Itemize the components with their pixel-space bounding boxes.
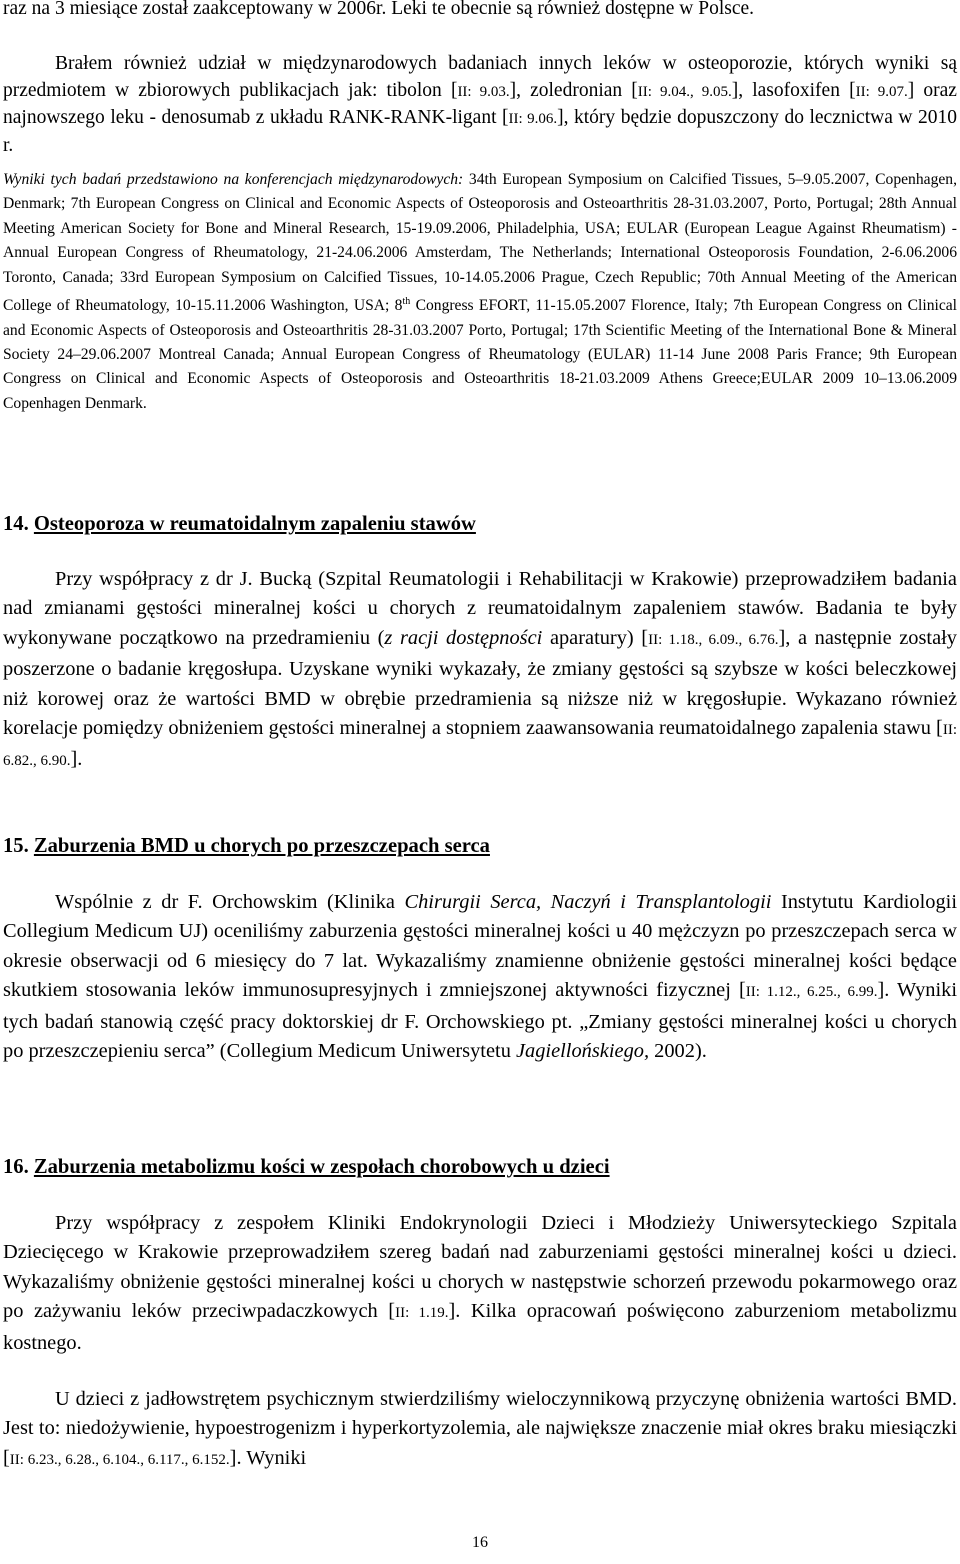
- section-15-heading: 15. Zaburzenia BMD u chorych po przeszczepach serca: [3, 835, 490, 857]
- section-16-paragraph-2: U dzieci z jadłowstrętem psychicznym stwierdziliśmy wieloczynnikową przyczynę obniżenia wartości BMD. Jest to: niedożywienie, hypoestrogenizm i hyperkortyzolemia, ale największe znaczenie miał okres braku miesiączki [II: 6.23., 6.28., 6.104., 6.117., 6.152.]. Wyniki: [3, 1388, 957, 1469]
- section-15-paragraph: Wspólnie z dr F. Orchowskim (Klinika Chirurgii Serca, Naczyń i Transplantologii Instytutu Kardiologii Collegium Medicum UJ) oceniliśmy zaburzenia gęstości mineralnej kości u 40 mężczyzn po przeszczepach serca w okresie obserwacji od 6 miesięcy do 7 lat. Wykazaliśmy znamienne obniżenie gęstości mineralnej kości będące skutkiem stosowania leków immunosupresyjnych i zmniejszonej aktywności fizycznej [II: 1.12., 6.25., 6.99.]. Wyniki tych badań stanowią część pracy doktorskiej dr F. Orchowskiego pt. „Zmiany gęstości mineralnej kości u chorych po przeszczepieniu serca” (Collegium Medicum Uniwersytetu Jagiellońskiego, 2002).: [3, 891, 957, 1063]
- publications-paragraph: Brałem również udział w międzynarodowych badaniach innych leków w osteoporozie, których wyniki są przedmiotem w zbiorowych publikacjach jak: tibolon [II: 9.03.], zoledronian [II: 9.04., 9.05.], lasofoxifen [II: 9.07.] oraz najnowszego leku - denosumab z układu RANK-RANK-ligant [II: 9.06.], który będzie dopuszczony do lecznictwa w 2010 r.: [3, 53, 957, 156]
- section-16-heading: 16. Zaburzenia metabolizmu kości w zespołach chorobowych u dzieci: [3, 1156, 610, 1178]
- section-14-heading: 14. Osteoporoza w reumatoidalnym zapaleniu stawów: [3, 513, 476, 535]
- section-16-paragraph-1: Przy współpracy z zespołem Kliniki Endokrynologii Dzieci i Młodzieży Uniwersyteckiego Szpitala Dziecięcego w Krakowie przeprowadziłem szereg badań nad zaburzeniami gęstości mineralnej kości u dzieci. Wykazaliśmy obniżenie gęstości mineralnej kości u chorych w następstwie schorzeń przewodu pokarmowego oraz po zażywaniu leków przeciwpadaczkowych [II: 1.19.]. Kilka opracowań poświęcono zaburzeniom metabolizmu kostnego.: [3, 1212, 957, 1354]
- conferences-paragraph: Wyniki tych badań przedstawiono na konferencjach międzynarodowych: 34th European Symposium on Calcified Tissues, 5–9.05.2007, Copenhagen, Denmark; 7th European Congress on Clinical and Economic Aspects of Osteoporosis and Osteoarthritis 28-31.03.2007, Porto, Portugal; 28th Annual Meeting American Society for Bone and Mineral Research, 15-19.09.2006, Philadelphia, USA; EULAR (European League Against Rheumatism) - Annual European Congress of Rheumatology, 21-24.06.2006 Amsterdam, The Netherlands; International Osteoporosis Foundation, 2-6.06.2006 Toronto, Canada; 33rd European Symposium on Calcified Tissues, 10-14.05.2006 Prague, Czech Republic; 70th Annual Meeting of the American College of Rheumatology, 10-15.11.2006 Washington, USA; 8th Congress EFORT, 11-15.05.2007 Florence, Italy; 7th European Congress on Clinical and Economic Aspects of Osteoporosis and Osteoarthritis 28-31.03.2007 Porto, Portugal; 17th Scientific Meeting of the International Bone & Mineral Society 24–29.06.2007 Montreal Canada; Annual European Congress of Rheumatology (EULAR) 11-14 June 2008 Paris France; 9th European Congress on Clinical and Economic Aspects of Osteoporosis and Osteoarthritis 18-21.03.2009 Athens Greece;EULAR 2009 10–13.06.2009 Copenhagen Denmark.: [3, 171, 958, 412]
- page-number: 16: [472, 1534, 488, 1551]
- section-14-paragraph: Przy współpracy z dr J. Bucką (Szpital Reumatologii i Rehabilitacji w Krakowie) przeprowadziłem badania nad zmianami gęstości mineralnej kości u chorych z reumatoidalnym zapaleniem stawów. Badania te były wykonywane początkowo na przedramieniu (z racji dostępności aparatury) [II: 1.18., 6.09., 6.76.], a następnie zostały poszerzone o badanie kręgosłupa. Uzyskane wyniki wykazały, że zmiany gęstości są szybsze w kości beleczkowej niż korowej oraz że wartości BMD w obrębie przedramienia są niższe niż w kręgosłupie. Wykazano również korelacje pomiędzy obniżeniem gęstości mineralnej a stopniem zaawansowania reumatoidalnego zapalenia stawu [II: 6.82., 6.90.].: [3, 568, 957, 771]
- intro-paragraph: raz na 3 miesiące został zaakceptowany w 2006r. Leki te obecnie są również dostępne w Polsce.: [3, 0, 755, 19]
